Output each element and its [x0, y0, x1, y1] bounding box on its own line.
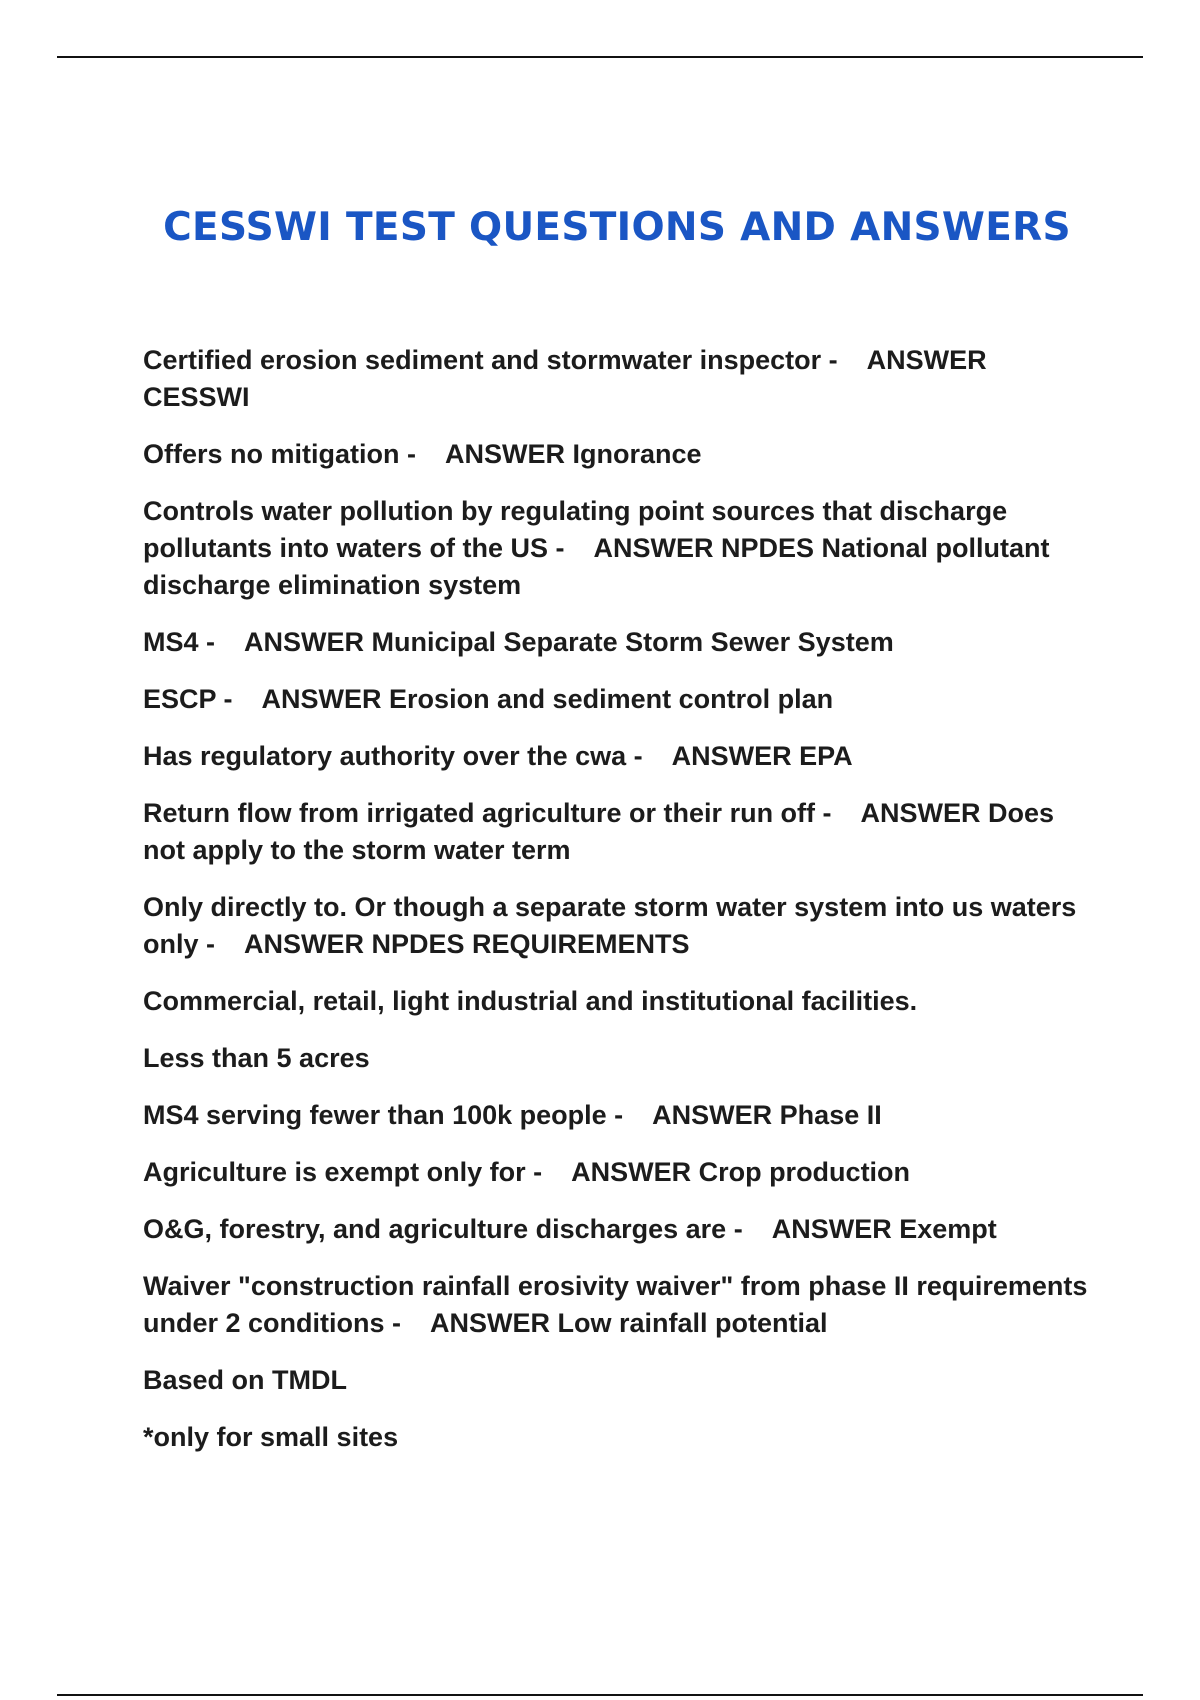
answer-text: ANSWER Crop production — [571, 1157, 911, 1187]
page-title: CESSWI TEST QUESTIONS AND ANSWERS — [163, 205, 1071, 250]
qa-entry — [143, 436, 1093, 473]
qa-entry — [143, 1419, 1093, 1456]
qa-entry — [143, 493, 1093, 604]
separator: - — [726, 1214, 772, 1244]
qa-entry — [143, 983, 1093, 1020]
separator: - — [198, 627, 245, 657]
separator: - — [548, 533, 594, 563]
qa-entry — [143, 1097, 1093, 1134]
qa-entry — [143, 889, 1093, 963]
qa-entry — [143, 1211, 1093, 1248]
answer-text: ANSWER Ignorance — [445, 439, 702, 469]
answer-text: ANSWER NPDES REQUIREMENTS — [244, 929, 690, 959]
question-text: Agriculture is exempt only for — [143, 1157, 526, 1187]
separator: - — [399, 439, 445, 469]
qa-entry — [143, 1154, 1093, 1191]
bottom-rule — [57, 1694, 1143, 1696]
question-text: Certified erosion sediment and stormwater inspector — [143, 345, 822, 375]
question-text: Waiver "construction rainfall erosivity waiver" from phase II requirements under 2 conditions — [143, 1271, 1088, 1338]
answer-text: ANSWER Erosion and sediment control plan — [261, 684, 834, 714]
question-text: Less than 5 acres — [143, 1043, 370, 1073]
qa-entry — [143, 342, 1093, 416]
qa-list — [143, 342, 1093, 1476]
question-text: *only for small sites — [143, 1422, 399, 1452]
qa-entry — [143, 1040, 1093, 1077]
answer-text: ANSWER Exempt — [771, 1214, 997, 1244]
separator: - — [198, 929, 245, 959]
answer-text: ANSWER CESSWI — [143, 345, 987, 412]
qa-entry — [143, 624, 1093, 661]
separator: - — [626, 741, 672, 771]
qa-entry — [143, 795, 1093, 869]
answer-text: ANSWER NPDES National pollutant discharge elimination system — [143, 533, 1050, 600]
question-text: Only directly to. Or though a separate storm water system into us waters only — [143, 892, 1077, 959]
qa-entry — [143, 738, 1093, 775]
answer-text: ANSWER Low rainfall potential — [430, 1308, 828, 1338]
question-text: Has regulatory authority over the cwa — [143, 741, 627, 771]
question-text: O&G, forestry, and agriculture discharges are — [143, 1214, 727, 1244]
separator: - — [384, 1308, 431, 1338]
qa-entry — [143, 681, 1093, 718]
question-text: ESCP — [143, 684, 217, 714]
question-text: MS4 serving fewer than 100k people — [143, 1100, 607, 1130]
answer-text: ANSWER Municipal Separate Storm Sewer System — [244, 627, 894, 657]
question-text: Based on TMDL — [143, 1365, 348, 1395]
answer-text: ANSWER EPA — [671, 741, 853, 771]
qa-entry — [143, 1362, 1093, 1399]
question-text: Commercial, retail, light industrial and institutional facilities. — [143, 986, 918, 1016]
separator: - — [525, 1157, 572, 1187]
answer-text: ANSWER Phase II — [652, 1100, 882, 1130]
question-text: Return flow from irrigated agriculture or their run off — [143, 798, 816, 828]
separator: - — [821, 345, 867, 375]
question-text: Controls water pollution by regulating point sources that discharge pollutants into waters of the US — [143, 496, 1008, 563]
top-rule — [57, 56, 1143, 58]
separator: - — [606, 1100, 653, 1130]
separator: - — [216, 684, 262, 714]
separator: - — [815, 798, 861, 828]
question-text: MS4 — [143, 627, 199, 657]
answer-text: ANSWER Does not apply to the storm water term — [143, 798, 1055, 865]
question-text: Offers no mitigation — [143, 439, 400, 469]
qa-entry — [143, 1268, 1093, 1342]
